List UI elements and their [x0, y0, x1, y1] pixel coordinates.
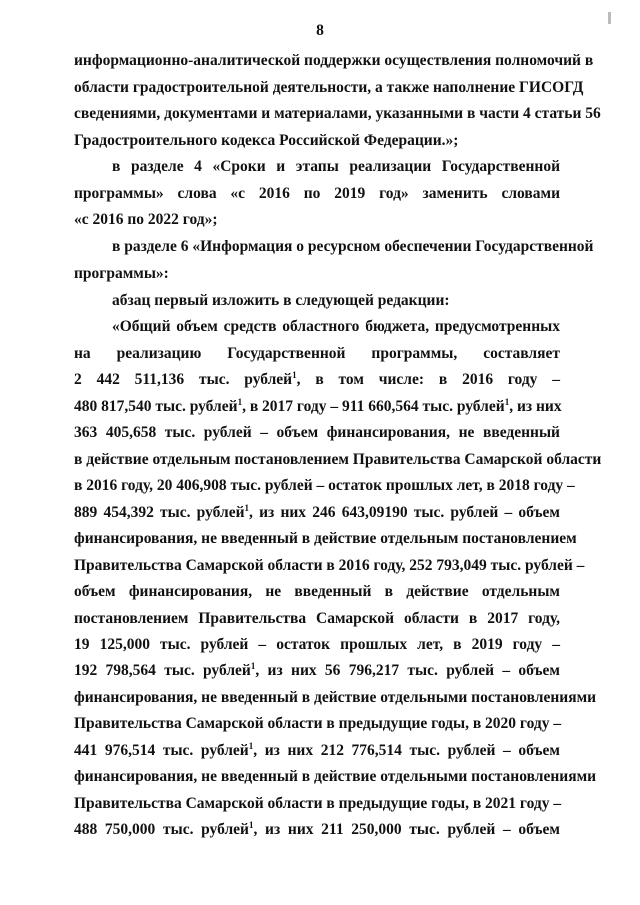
text-segment: , из них 211 250,000 тыс. рублей – объем — [253, 821, 560, 838]
text-segment: финансирования, не введенный в действие отдельными постановлениями — [74, 689, 597, 706]
text-line — [74, 451, 602, 469]
text-segment: в действие отдельным постановлением Правительства Самарской области — [74, 451, 602, 468]
text-line — [74, 345, 560, 363]
text-line — [74, 504, 560, 522]
text-segment: , в 2017 году – 911 660,564 тыс. рублей — [242, 398, 505, 415]
text-line — [74, 132, 560, 150]
text-line — [112, 292, 560, 310]
text-line — [74, 583, 560, 601]
text-segment: объем финансирования, не введенный в действие отдельным — [74, 583, 560, 600]
text-line — [74, 636, 560, 654]
text-segment: области градостроительной деятельности, а также наполнение ГИСОГД — [74, 79, 584, 96]
text-segment: , из них 212 776,514 тыс. рублей – объем — [253, 742, 560, 759]
text-line — [74, 398, 560, 416]
text-line — [74, 768, 597, 786]
text-segment: финансирования, не введенный в действие отдельными постановлениями — [74, 768, 597, 785]
text-line — [112, 318, 560, 336]
text-line — [74, 265, 560, 283]
text-line — [74, 52, 594, 70]
text-segment: программы»: — [74, 265, 169, 282]
text-line — [74, 795, 560, 813]
text-line — [74, 211, 560, 229]
footnote-marker: 1 — [504, 397, 510, 407]
text-segment: в разделе 4 «Сроки и этапы реализации Государственной — [112, 158, 560, 175]
text-segment: 480 817,540 тыс. рублей — [74, 398, 238, 415]
footnote-marker: 1 — [250, 661, 256, 671]
text-line — [74, 185, 560, 203]
text-segment: «с 2016 по 2022 год»; — [74, 211, 218, 228]
text-line — [74, 610, 560, 628]
footnote-marker: 1 — [248, 820, 254, 830]
text-segment: абзац первый изложить в следующей редакции: — [112, 292, 450, 309]
text-segment: Правительства Самарской области в 2016 году, 252 793,049 тыс. рублей – — [74, 557, 585, 574]
text-line — [74, 715, 560, 733]
text-line — [74, 689, 597, 707]
footnote-marker: 1 — [244, 503, 250, 513]
text-line — [74, 821, 560, 839]
footnote-marker: 1 — [237, 397, 243, 407]
text-segment: в разделе 6 «Информация о ресурсном обеспечении Государственной — [112, 238, 594, 255]
text-segment: 2 442 511,136 тыс. рублей — [74, 371, 293, 388]
text-segment: информационно-аналитической поддержки осуществления полномочий в — [74, 52, 594, 69]
footnote-marker: 1 — [248, 741, 254, 751]
text-segment: , из них 56 796,217 тыс. рублей – объем — [255, 662, 560, 679]
text-segment: 488 750,000 тыс. рублей — [74, 821, 249, 838]
text-segment: постановлением Правительства Самарской области в 2017 году, — [74, 610, 560, 627]
text-line — [112, 238, 594, 256]
text-line — [74, 424, 560, 442]
text-segment: 441 976,514 тыс. рублей — [74, 742, 249, 759]
text-segment: на реализацию Государственной программы, составляет — [74, 345, 560, 362]
text-segment: Правительства Самарской области в предыдущие годы, в 2021 году – — [74, 795, 562, 812]
text-segment: сведениями, документами и материалами, указанными в части 4 статьи 56 — [74, 105, 601, 122]
text-segment: Правительства Самарской области в предыдущие годы, в 2020 году – — [74, 715, 562, 732]
text-segment: 19 125,000 тыс. рублей – остаток прошлых лет, в 2019 году – — [74, 636, 560, 653]
text-segment: в 2016 году, 20 406,908 тыс. рублей – остаток прошлых лет, в 2018 году – — [74, 477, 575, 494]
text-line — [74, 530, 577, 548]
text-line — [74, 371, 560, 389]
text-segment: , из них — [509, 398, 562, 415]
text-segment: , из них 246 643,09190 тыс. рублей – объем — [249, 504, 560, 521]
text-segment: программы» слова «с 2016 по 2019 год» заменить словами — [74, 185, 560, 202]
text-segment: , в том числе: в 2016 году – — [296, 371, 561, 388]
text-segment: «Общий объем средств областного бюджета, предусмотренных — [112, 318, 560, 335]
page-number: 8 — [316, 22, 324, 39]
text-line — [74, 557, 585, 575]
footnote-marker: 1 — [292, 370, 297, 380]
text-line — [74, 742, 560, 760]
text-segment: Градостроительного кодекса Российской Федерации.»; — [74, 132, 459, 149]
text-segment: 889 454,392 тыс. рублей — [74, 504, 245, 521]
text-line — [74, 105, 601, 123]
text-segment: 363 405,658 тыс. рублей – объем финансирования, не введенный — [74, 424, 560, 441]
text-line — [112, 158, 560, 176]
text-segment: 192 798,564 тыс. рублей — [74, 662, 251, 679]
text-line — [74, 477, 575, 495]
text-segment: финансирования, не введенный в действие отдельным постановлением — [74, 530, 577, 547]
text-line — [74, 79, 584, 97]
text-line — [74, 662, 560, 680]
